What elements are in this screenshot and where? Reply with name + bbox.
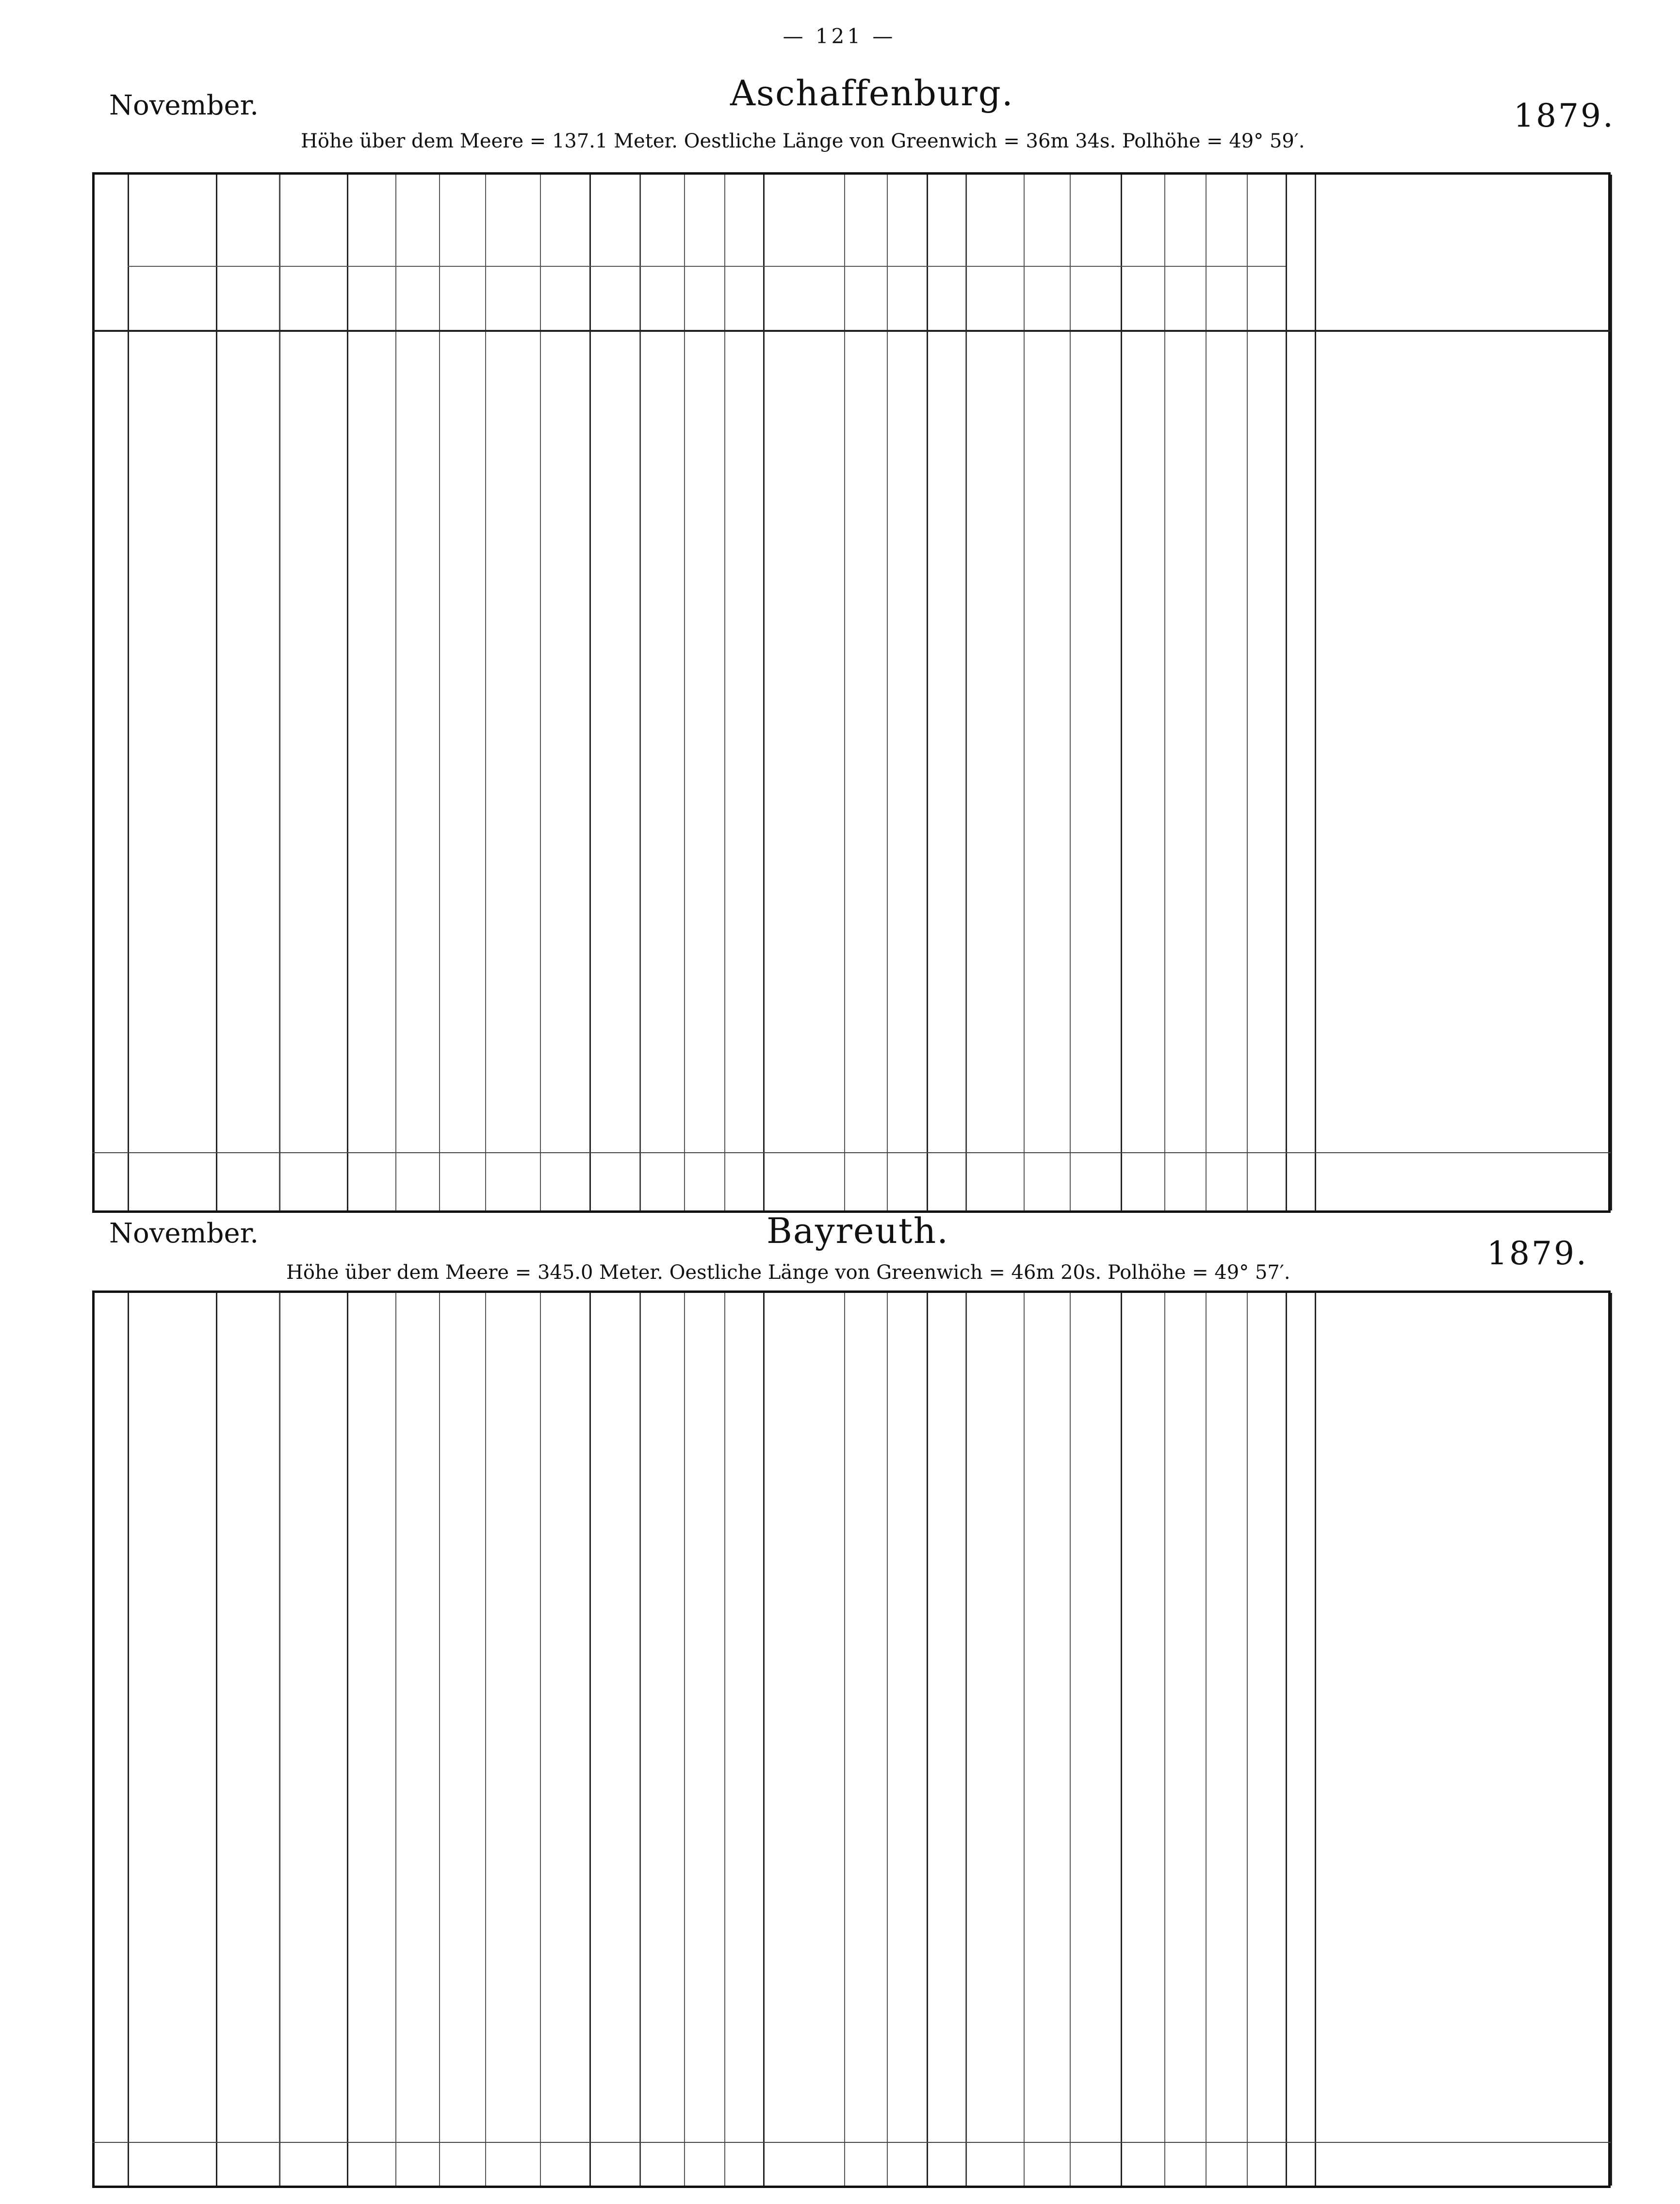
header-rule <box>128 266 1286 267</box>
station-title: Aschaffenburg. <box>730 73 1014 114</box>
column-rule <box>128 1293 129 2186</box>
column-rule <box>1121 1293 1122 2186</box>
column-rule <box>1611 175 1612 1210</box>
page-number: — 121 — <box>783 24 896 48</box>
station-meta: Höhe über dem Meere = 345.0 Meter. Oestliche Länge von Greenwich = 46m 20s. Polhöhe = 49° 57′. <box>286 1261 1290 1284</box>
column-rule <box>347 1293 348 2186</box>
station-meta: Höhe über dem Meere = 137.1 Meter. Oestliche Länge von Greenwich = 36m 34s. Polhöhe = 49° 59′. <box>301 130 1305 152</box>
column-rule <box>639 1293 640 2186</box>
niederschlag-header <box>1288 184 1312 330</box>
column-rule <box>1611 1293 1612 2186</box>
column-rule <box>1164 1293 1165 2186</box>
column-rule <box>279 1293 280 2186</box>
column-rule <box>763 1293 765 2186</box>
column-rule <box>485 1293 486 2186</box>
month-label: November. <box>109 90 259 121</box>
mittel-rule <box>92 2142 1611 2143</box>
station-title: Bayreuth. <box>767 1210 949 1251</box>
header-rule <box>92 330 1611 332</box>
datum-header <box>97 184 124 330</box>
column-rule <box>844 1293 845 2186</box>
column-rule <box>540 1293 541 2186</box>
table-bayreuth <box>92 1290 1611 2188</box>
column-rule <box>439 1293 440 2186</box>
column-rule <box>684 1293 685 2186</box>
column-rule <box>724 1293 725 2186</box>
column-rule <box>1206 1293 1207 2186</box>
column-rule <box>1070 1293 1071 2186</box>
column-rule <box>395 1293 396 2186</box>
column-rule <box>1024 1293 1025 2186</box>
column-rule <box>1315 1293 1316 2186</box>
year-label: 1879. <box>1487 1235 1588 1272</box>
column-rule <box>1247 1293 1248 2186</box>
column-rule <box>927 1293 928 2186</box>
column-rule <box>965 1293 966 2186</box>
column-rule <box>216 1293 217 2186</box>
table-aschaffenburg <box>92 172 1611 1213</box>
month-label: November. <box>109 1218 259 1249</box>
mittel-rule <box>92 1152 1611 1153</box>
column-rule <box>589 1293 591 2186</box>
column-rule <box>887 1293 888 2186</box>
column-rule <box>1286 1293 1287 2186</box>
year-label: 1879. <box>1514 97 1615 134</box>
